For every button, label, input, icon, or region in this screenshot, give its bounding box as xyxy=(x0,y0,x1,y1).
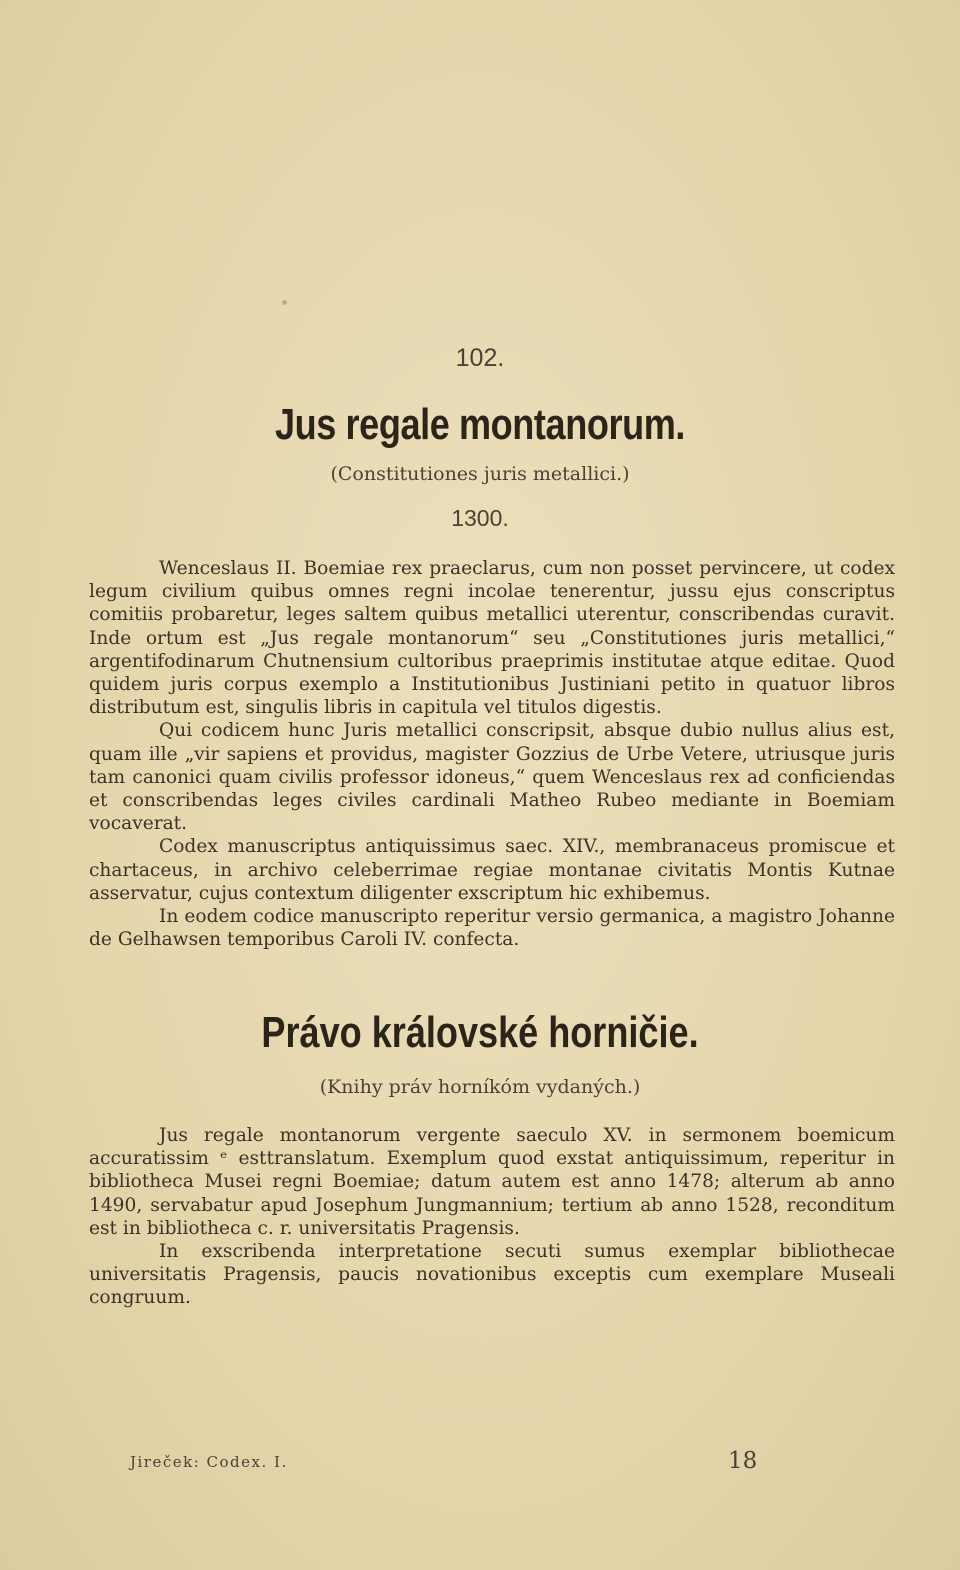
section-title: Právo královské horničie. xyxy=(261,1008,699,1057)
paper-speck xyxy=(282,300,287,305)
section-subtitle: (Knihy práv horníkóm vydaných.) xyxy=(319,1076,641,1098)
footer-signature: Jireček: Codex. I. xyxy=(130,1453,288,1471)
section-paragraph: In exscribenda interpretatione secuti sumus exemplar bibliothecae universitatis Pragensis, paucis novationibus exceptis cum exemplare Museali congruum. xyxy=(89,1241,895,1309)
page-subtitle: (Constitutiones juris metallici.) xyxy=(330,463,630,485)
page-number: 102. xyxy=(455,344,505,372)
page-title: Jus regale montanorum. xyxy=(274,400,685,449)
intro-text xyxy=(89,557,895,951)
footer-sheet-number: 18 xyxy=(728,1448,758,1474)
section-paragraph: Jus regale montanorum vergente saeculo XV. in sermonem boemicum accuratissim ᵉ esttranslatum. Exemplum quod exstat antiquissimum, reperitur in bibliotheca Musei regni Boemiae; datum autem est anno 1478; alterum ab anno 1490, servabatur apud Josephum Jungmannium; tertium ab anno 1528, reconditum est in bibliotheca c. r. universitatis Pragensis. xyxy=(89,1125,895,1239)
section-text xyxy=(89,1124,895,1310)
intro-paragraph: In eodem codice manuscripto reperitur versio germanica, a magistro Johanne de Gelhawsen temporibus Caroli IV. confecta. xyxy=(89,906,895,951)
intro-paragraph: Codex manuscriptus antiquissimus saec. XIV., membranaceus promiscue et chartaceus, in archivo celeberrimae regiae montanae civitatis Montis Kutnae asservatur, cujus contextum diligenter exscriptum hic exhibemus. xyxy=(89,836,895,904)
year-heading: 1300. xyxy=(451,505,509,531)
intro-paragraph: Qui codicem hunc Juris metallici conscripsit, absque dubio nullus alius est, quam ille „vir sapiens et providus, magister Gozzius de Urbe Vetere, utriusque juris tam canonici quam civilis professor idoneus,“ quem Wenceslaus rex ad conficiendas et conscribendas leges civiles cardinali Matheo Rubeo mediante in Boemiam vocaverat. xyxy=(89,720,895,835)
intro-paragraph: Wenceslaus II. Boemiae rex praeclarus, cum non posset pervincere, ut codex legum civilium quibus omnes regni incolae tenerentur, jussu ejus conscriptus comitiis probaretur, leges saltem quibus metallici uterentur, conscribendas curavit. Inde ortum est „Jus regale montanorum“ seu „Constitutiones juris metallici,“ argentifodinarum Chutnensium cultoribus praeprimis institutae atque editae. Quod quidem juris corpus exemplo a Institutionibus Justiniani petito in quatuor libros distributum est, singulis libris in capitula vel titulos digestis. xyxy=(89,558,895,719)
